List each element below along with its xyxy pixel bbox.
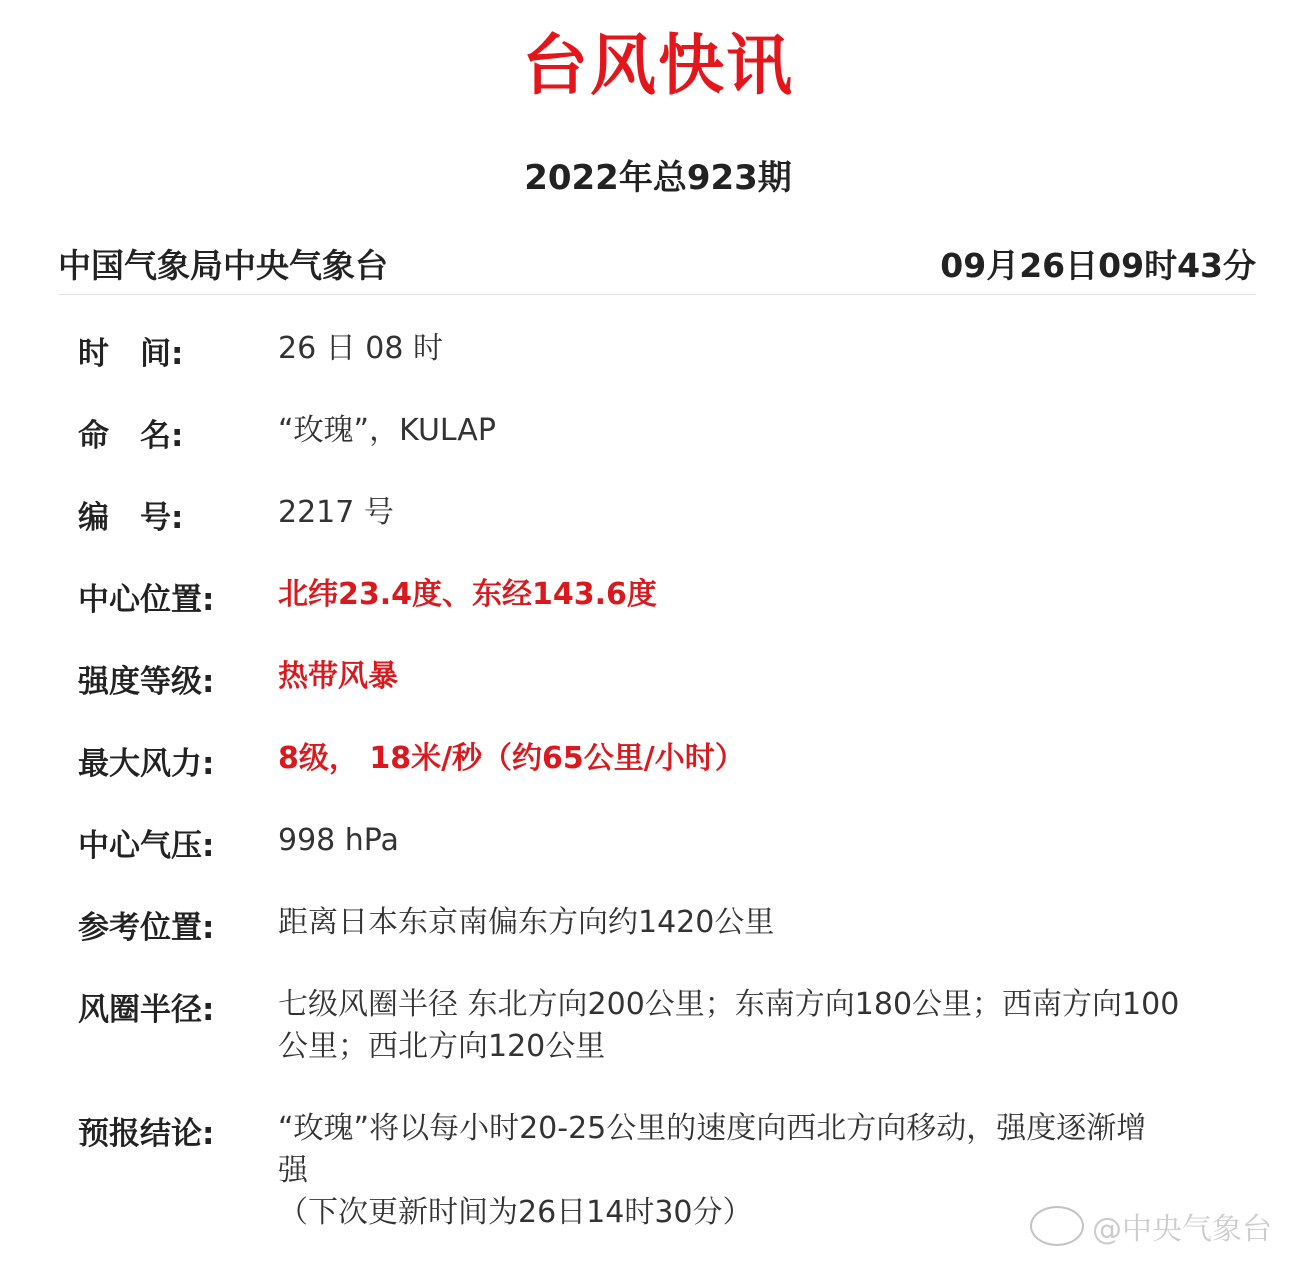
issue-number: 2022年总923期 <box>524 158 792 198</box>
label-pressure: 中心气压: <box>78 828 215 864</box>
label-intensity: 强度等级: <box>78 664 215 700</box>
watermark <box>1030 1204 1272 1248</box>
label-name: 命 名: <box>78 418 184 454</box>
value-pressure: 998 hPa <box>278 823 399 858</box>
label-reference-position: 参考位置: <box>78 910 215 946</box>
watermark-text: @中央气象台 <box>1092 1212 1272 1247</box>
label-max-wind: 最大风力: <box>78 746 215 782</box>
label-number: 编 号: <box>78 500 184 536</box>
value-next-update: （下次更新时间为26日14时30分） <box>278 1195 753 1230</box>
value-wind-radius-cont: 公里；西北方向120公里 <box>278 1029 606 1064</box>
page-title: 台风快讯 <box>522 27 794 104</box>
value-max-wind: 8级， 18米/秒（约65公里/小时） <box>278 741 745 776</box>
label-wind-radius: 风圈半径: <box>78 992 215 1028</box>
value-forecast: “玫瑰”将以每小时20-25公里的速度向西北方向移动，强度逐渐增 <box>278 1111 1147 1146</box>
label-forecast: 预报结论: <box>78 1116 215 1152</box>
weibo-logo-icon <box>1030 1206 1084 1246</box>
value-number: 2217 号 <box>278 495 394 530</box>
value-wind-radius: 七级风圈半径 东北方向200公里；东南方向180公里；西南方向100 <box>278 987 1180 1022</box>
value-forecast-cont: 强 <box>278 1153 308 1188</box>
value-time: 26 日 08 时 <box>278 331 443 366</box>
value-center-position: 北纬23.4度、东经143.6度 <box>278 577 657 612</box>
value-intensity: 热带风暴 <box>278 659 398 694</box>
label-center-position: 中心位置: <box>78 582 215 618</box>
value-name: “玫瑰”，KULAP <box>278 413 496 448</box>
value-reference-position: 距离日本东京南偏东方向约1420公里 <box>278 905 775 940</box>
issued-timestamp: 09月26日09时43分 <box>940 246 1256 285</box>
divider <box>58 294 1256 295</box>
organization: 中国气象局中央气象台 <box>58 246 388 285</box>
label-time: 时 间: <box>78 336 184 372</box>
